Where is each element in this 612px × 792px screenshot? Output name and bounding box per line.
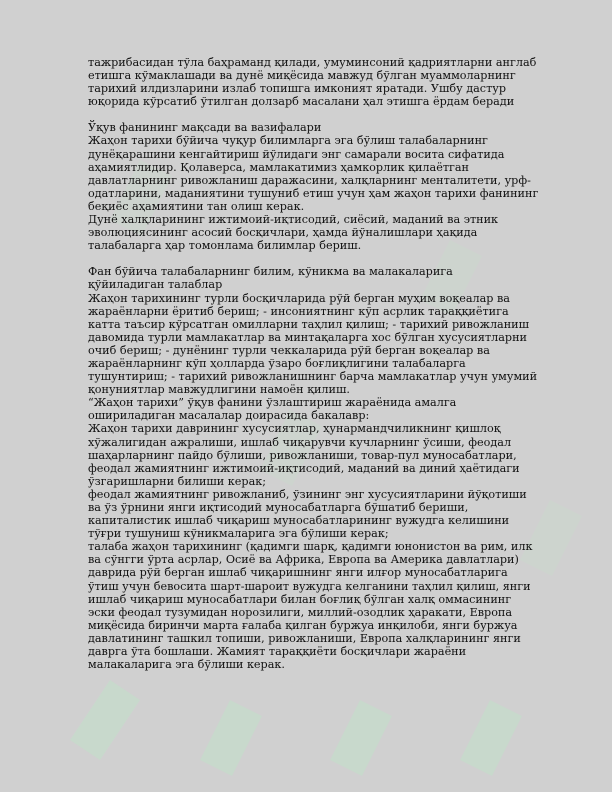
goals-section: Ўқув фанининг мақсади ва вазифалари Жаҳон тарихи бўйича чуқур билимларга эга бўлиш талабаларнинг дунёқарашини кенгайтириш йўлидаги энг самарали восита сифатида аҳамиятлидир. Қолаверса, мамлакатимиз ҳамкорлик қилаётган давлатларнинг ривожланиш даражасини, халқларнинг менталитети, урф- одатларини, маданиятини тушуниб етиш учун ҳам жаҳон тарихи фанининг беқиёс аҳамиятини тан олиш керак. Дунё халқларининг ижтимоий-иқтисодий, сиёсий, маданий ва этник эволюциясининг асосий босқичлари, ҳамда йўналишлари ҳақида талабаларга ҳар томонлама билимлар бериш.: [88, 121, 539, 253]
requirements-section: Фан бўйича талабаларнинг билим, кўникма ва малакаларига қўйиладиган талаблар Жаҳон тарихининг турли босқичларида рўй берган муҳим воқеалар ва жараёнларни ёритиб бериш; - инсониятнинг кўп асрлик тараққиётига катта таъсир кўрсатган омилларни таҳлил қилиш; - тарихий ривожланиш давомида турли мамлакатлар ва минтақаларга хос бўлган хусусиятларни очиб бериш; - дунёнинг турли чеккаларида рўй берган воқеалар ва жараёнларнинг кўп ҳолларда ўзаро боғлиқлигини талабаларга тушунтириш; - тарихий ривожланишнинг барча мамлакатлар учун умумий қонуниятлар мавжудлигини намоён қилиш. “Жаҳон тарихи” ўқув фанини ўзлаштириш жараёнида амалга ошириладиган масалалар доирасида бакалавр: Жаҳон тарихи даврининг хусусиятлар, ҳунармандчиликнинг қишлоқ хўжалигидан ажралиши, ишлаб чиқарувчи кучларнинг ўсиши, феодал шаҳарларнинг пайдо бўлиши, ривожланиши, товар-пул муносабатлари, феодал жамиятнинг ижтимоий-иқтисодий, маданий ва диний ҳаётидаги ўзгаришларни билиши керак; феодал жамиятнинг ривожланиб, ўзининг энг хусусиятларини йўқотиши ва ўз ўрнини янги иқтисодий муносабатларга бўшатиб бериши, капиталистик ишлаб чиқариш муносабатларининг вужудга келишини тўғри тушуниш кўникмаларига эга бўлиши керак; талаба жаҳон тарихининг (қадимги шарқ, қадимги юнонистон ва рим, илк ва сўнгги ўрта асрлар, Осиё ва Африка, Европа ва Америка давлатлари) даврида рўй берган ишлаб чиқаришнинг янги илғор муносабатларига ўтиш учун бевосита шарт-шароит вужудга келганини таҳлил қилиш, янги ишлаб чиқариш муносабатлари билан боғлиқ бўлган халқ оммасининг эски феодал тузумидан норозилиги, миллий-озодлик ҳаракати, Европа миқёсида биринчи марта ғалаба қилган буржуа инқилоби, янги буржуа давлатининг ташкил топиши, ривожланиши, Европа халқларининг янги даврга ўта бошлаши. Жамият тараққиёти босқичлари жараёни малакаларига эга бўлиши керак.: [88, 265, 538, 672]
paragraph-gap: [88, 108, 558, 121]
intro-paragraph: тажрибасидан тўла баҳраманд қилади, умуминсоний қадриятларни англаб етишга кўмаклашади ва дунё миқёсида мавжуд бўлган муаммоларнинг тарихий илдизларини излаб топишга имконият яратади. Ушбу дастур юқорида кўрсатиб ўтилган долзарб масалани ҳал этишга ёрдам беради: [88, 56, 537, 109]
document-body: [88, 56, 558, 671]
paragraph-gap: [88, 252, 558, 265]
